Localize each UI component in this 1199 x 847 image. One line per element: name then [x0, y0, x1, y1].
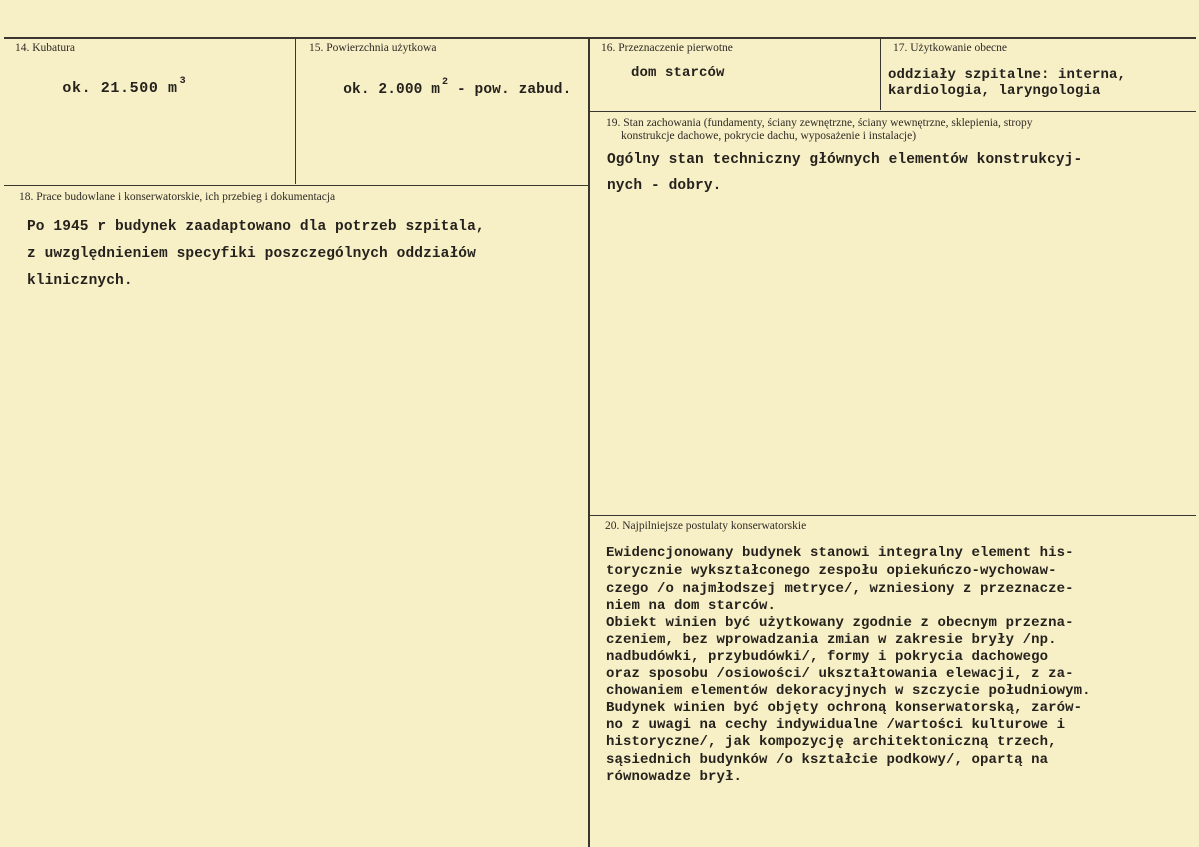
postulaty-line-1: Ewidencjonowany budynek stanowi integralny element his-	[606, 545, 1074, 561]
powierzchnia-value-b: - pow. zabud.	[448, 82, 572, 98]
postulaty-line-12: historyczne/, jak kompozycję architektoniczną trzech,	[606, 734, 1057, 750]
stan-line-1: Ogólny stan techniczny głównych elementów konstrukcyj-	[607, 152, 1083, 168]
stan-label-line-2: konstrukcje dachowe, pokrycie dachu, wyposażenie i instalacje)	[621, 130, 917, 142]
powierzchnia-unit-sup: 2	[442, 77, 449, 88]
postulaty-line-3: czego /o najmłodszej metryce/, wzniesiony z przeznacze-	[606, 581, 1074, 597]
divider-col1	[295, 38, 296, 184]
postulaty-line-9: chowaniem elementów dekoracyjnych w szczycie południowym.	[606, 683, 1091, 699]
stan-label-line-1: 19. Stan zachowania (fundamenty, ściany zewnętrzne, ściany wewnętrzne, sklepienia, stropy	[606, 117, 1033, 129]
divider-col2	[588, 38, 590, 847]
postulaty-line-10: Budynek winien być objęty ochroną konserwatorską, zarów-	[606, 700, 1083, 716]
postulaty-label: 20. Najpilniejsze postulaty konserwatorskie	[605, 520, 807, 532]
prace-line-3: klinicznych.	[27, 273, 133, 289]
postulaty-line-4: niem na dom starców.	[606, 598, 777, 614]
kubatura-value	[24, 62, 186, 118]
postulaty-line-6: czeniem, bez wprowadzania zmian w zakresie bryły /np.	[606, 632, 1057, 648]
kubatura-value-text: ok. 21.500 m	[62, 80, 178, 97]
uzytkowanie-label: 17. Użytkowanie obecne	[893, 42, 1008, 54]
postulaty-line-2: torycznie wykształconego zespołu opiekuńczo-wychowaw-	[606, 563, 1057, 579]
postulaty-line-14: równowadze brył.	[606, 769, 743, 785]
powierzchnia-value-a: ok. 2.000 m	[343, 82, 441, 98]
przeznaczenie-value: dom starców	[631, 65, 725, 81]
divider-col3	[880, 38, 881, 110]
powierzchnia-value	[308, 63, 571, 119]
prace-line-1: Po 1945 r budynek zaadaptowano dla potrzeb szpitala,	[27, 219, 485, 235]
stan-line-2: nych - dobry.	[607, 178, 722, 194]
divider-row-right-1	[589, 111, 1196, 112]
uzytkowanie-line-2: kardiologia, laryngologia	[888, 83, 1101, 99]
przeznaczenie-label: 16. Przeznaczenie pierwotne	[601, 42, 733, 54]
uzytkowanie-line-1: oddziały szpitalne: interna,	[888, 67, 1127, 83]
postulaty-line-13: sąsiednich budynków /o kształcie podkowy/, opartą na	[606, 752, 1049, 768]
postulaty-line-7: nadbudówki, przybudówki/, formy i pokrycia dachowego	[606, 649, 1049, 665]
postulaty-line-5: Obiekt winien być użytkowany zgodnie z obecnym przezna-	[606, 615, 1074, 631]
top-rule	[4, 37, 1196, 39]
kubatura-label: 14. Kubatura	[15, 42, 76, 54]
powierzchnia-label: 15. Powierzchnia użytkowa	[309, 42, 437, 54]
postulaty-line-8: oraz sposobu /osiowości/ ukształtowania elewacji, z za-	[606, 666, 1074, 682]
prace-line-2: z uwzględnieniem specyfiki poszczególnych oddziałów	[27, 246, 476, 262]
postulaty-line-11: no z uwagi na cechy indywidualne /wartości kulturowe i	[606, 717, 1066, 733]
prace-label: 18. Prace budowlane i konserwatorskie, ich przebieg i dokumentacja	[19, 191, 336, 203]
divider-row-left	[4, 185, 589, 186]
kubatura-unit-sup: 3	[179, 76, 187, 87]
divider-row-right-2	[589, 515, 1196, 516]
